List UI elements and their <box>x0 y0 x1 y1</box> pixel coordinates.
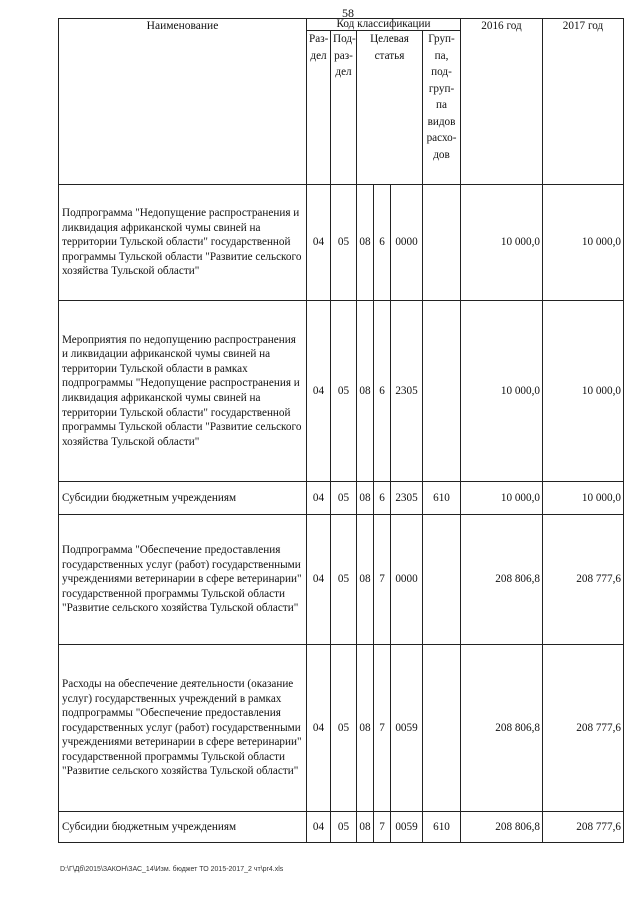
row-amount-2016: 208 806,8 <box>461 812 543 843</box>
row-article-subprogram: 7 <box>374 515 391 645</box>
row-subsection: 05 <box>331 645 357 812</box>
header-year-2017: 2017 год <box>543 19 624 185</box>
row-article-program: 08 <box>357 301 374 482</box>
header-expense-group: Груп- па, под- груп- па видов расхо- дов <box>423 31 461 185</box>
header-section: Раз- дел <box>307 31 331 185</box>
row-expense-group: 610 <box>423 812 461 843</box>
row-name: Подпрограмма "Обеспечение предоставления государственных услуг (работ) государственными учреждениями ветеринарии в сфере ветеринарии" государственной программы Тульской области "Развитие сельского хозяйства Тульской области" <box>59 515 307 645</box>
row-name: Подпрограмма "Недопущение распространения и ликвидация африканской чумы свиней на территории Тульской области" государственной программы Тульской области "Развитие сельского хозяйства Тульской области" <box>59 185 307 301</box>
row-section: 04 <box>307 515 331 645</box>
row-subsection: 05 <box>331 812 357 843</box>
row-expense-group <box>423 645 461 812</box>
row-article-program: 08 <box>357 482 374 515</box>
row-name: Расходы на обеспечение деятельности (оказание услуг) государственных учреждений в рамках подпрограммы "Обеспечение предоставления государственных услуг (работ) государственными учреждениями ветеринарии в сфере ветеринарии" государственной программы Тульской области "Развитие сельского хозяйства Тульской области" <box>59 645 307 812</box>
row-amount-2017: 10 000,0 <box>543 185 624 301</box>
row-name: Мероприятия по недопущению распространения и ликвидации африканской чумы свиней на территории Тульской области в рамках подпрограммы "Недопущение распространения и ликвидация африканской чумы свиней на территории Тульской области" государственной программы Тульской области "Развитие сельского хозяйства Тульской области" <box>59 301 307 482</box>
row-article-program: 08 <box>357 645 374 812</box>
row-subsection: 05 <box>331 301 357 482</box>
row-expense-group <box>423 185 461 301</box>
row-section: 04 <box>307 645 331 812</box>
row-amount-2017: 208 777,6 <box>543 515 624 645</box>
row-article-subprogram: 7 <box>374 812 391 843</box>
row-section: 04 <box>307 301 331 482</box>
row-article-subprogram: 6 <box>374 185 391 301</box>
row-article-program: 08 <box>357 515 374 645</box>
row-article-direction: 0059 <box>391 812 423 843</box>
header-name: Наименование <box>59 19 307 185</box>
row-name: Субсидии бюджетным учреждениям <box>59 812 307 843</box>
row-amount-2017: 10 000,0 <box>543 301 624 482</box>
row-amount-2016: 208 806,8 <box>461 645 543 812</box>
row-article-direction: 2305 <box>391 482 423 515</box>
row-article-program: 08 <box>357 812 374 843</box>
header-subsection: Под- раз- дел <box>331 31 357 185</box>
row-article-direction: 2305 <box>391 301 423 482</box>
row-expense-group <box>423 301 461 482</box>
row-amount-2016: 208 806,8 <box>461 515 543 645</box>
row-article-subprogram: 6 <box>374 301 391 482</box>
table-row <box>59 812 624 843</box>
table-row <box>59 515 624 645</box>
row-expense-group: 610 <box>423 482 461 515</box>
row-section: 04 <box>307 185 331 301</box>
table-row <box>59 185 624 301</box>
row-section: 04 <box>307 482 331 515</box>
row-name: Субсидии бюджетным учреждениям <box>59 482 307 515</box>
row-article-direction: 0000 <box>391 515 423 645</box>
header-target-article: Целевая статья <box>357 31 423 185</box>
row-article-subprogram: 7 <box>374 645 391 812</box>
row-amount-2016: 10 000,0 <box>461 185 543 301</box>
row-amount-2017: 10 000,0 <box>543 482 624 515</box>
row-subsection: 05 <box>331 515 357 645</box>
budget-table <box>58 18 624 843</box>
row-article-program: 08 <box>357 185 374 301</box>
table-row <box>59 301 624 482</box>
row-amount-2017: 208 777,6 <box>543 812 624 843</box>
table-row <box>59 645 624 812</box>
row-section: 04 <box>307 812 331 843</box>
row-article-direction: 0059 <box>391 645 423 812</box>
row-expense-group <box>423 515 461 645</box>
row-article-direction: 0000 <box>391 185 423 301</box>
header-year-2016: 2016 год <box>461 19 543 185</box>
row-article-subprogram: 6 <box>374 482 391 515</box>
page-number: 58 <box>342 6 354 20</box>
row-amount-2017: 208 777,6 <box>543 645 624 812</box>
file-path-footer: D:\Г\Дб\2015\ЗАКОН\ЗАС_14\Изм. бюджет ТО 2015-2017_2 чт\pr4.xls <box>60 866 284 873</box>
header-classification-code: Код классификации <box>307 19 461 31</box>
row-amount-2016: 10 000,0 <box>461 482 543 515</box>
row-subsection: 05 <box>331 482 357 515</box>
row-amount-2016: 10 000,0 <box>461 301 543 482</box>
row-subsection: 05 <box>331 185 357 301</box>
table-row <box>59 482 624 515</box>
